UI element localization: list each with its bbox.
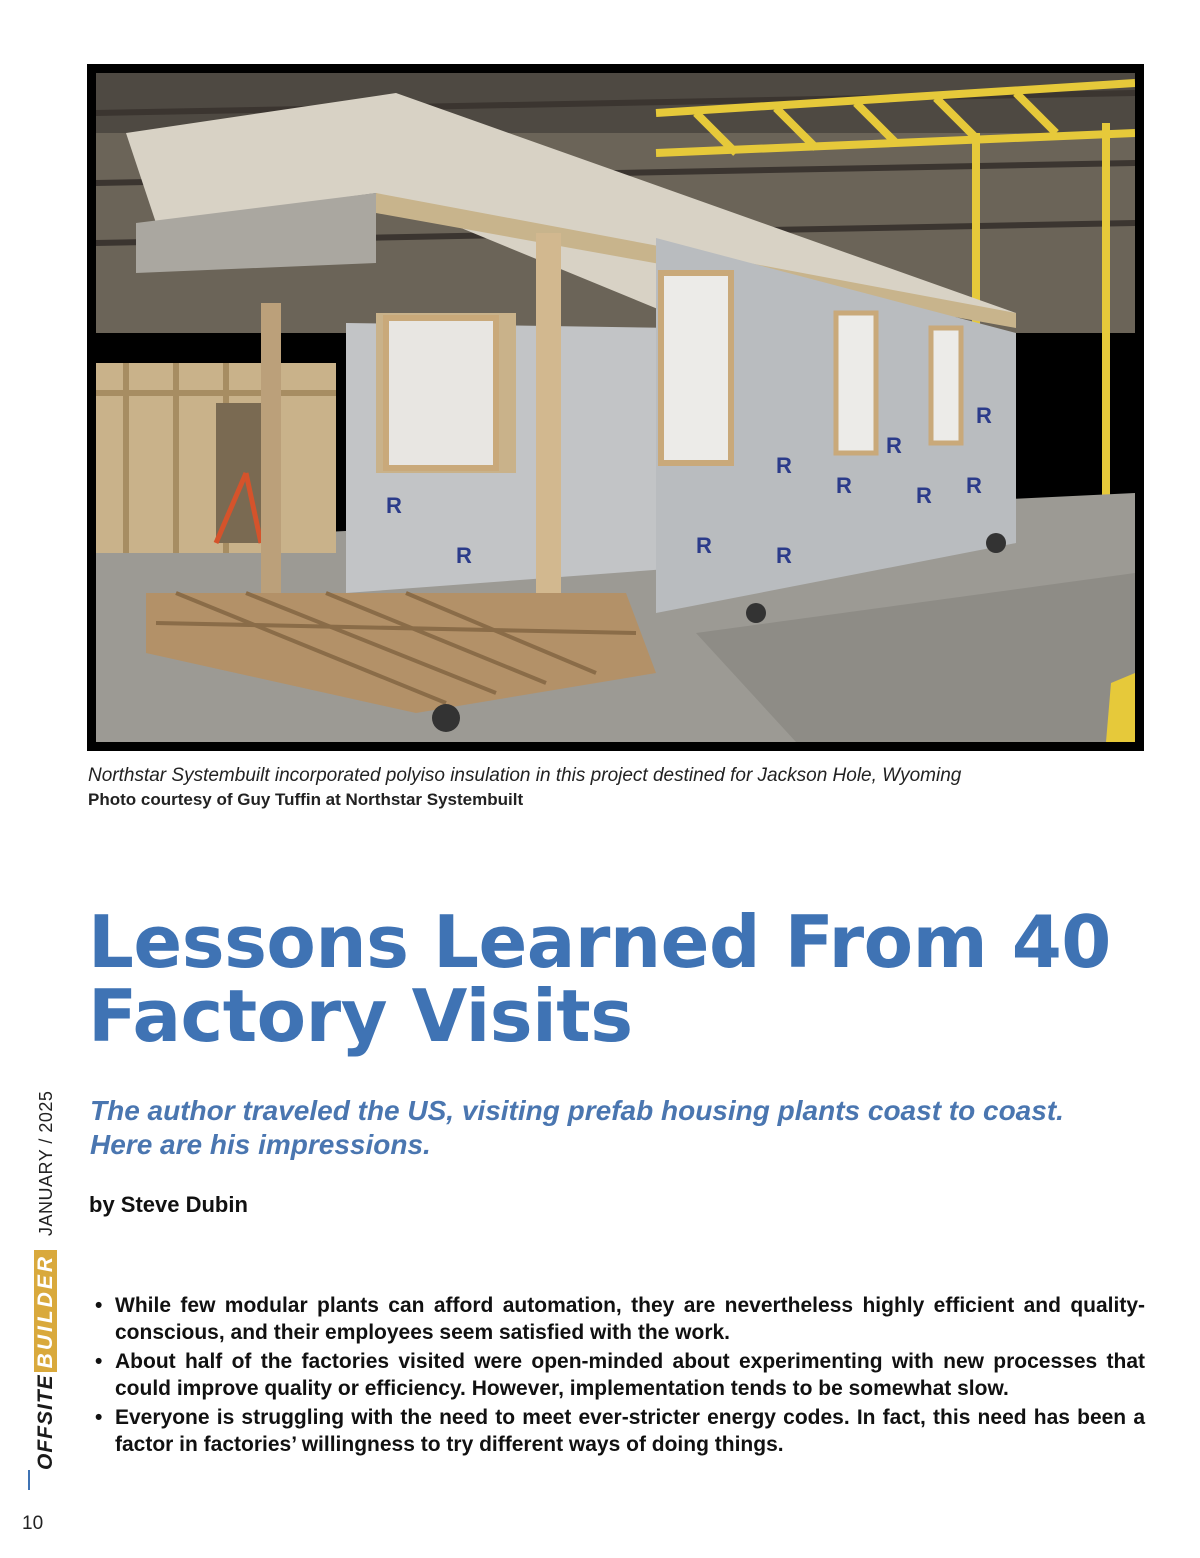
article-title [88, 900, 1168, 1058]
page-number: 10 [22, 1513, 44, 1534]
title-line-2: Factory Visits [88, 974, 633, 1058]
key-point-text: Everyone is struggling with the need to meet ever-stricter energy codes. In fact, this need has been a factor in factories’ willingness to try different ways of doing things. [115, 1406, 1145, 1456]
svg-text:R: R [776, 453, 792, 478]
subtitle-line-2: Here are his impressions. [90, 1129, 431, 1160]
brand-offsite: OFFSITE [34, 1374, 57, 1470]
bullet-icon: • [95, 1350, 103, 1373]
bullet-icon: • [95, 1294, 103, 1317]
key-point [95, 1404, 1145, 1458]
caption-text: Northstar Systembuilt incorporated polyiso insulation in this project destined for Jackson Hole, Wyoming [88, 765, 962, 786]
issue-date: JANUARY / 2025 [36, 1090, 56, 1236]
bullet-icon: • [95, 1406, 103, 1429]
key-points-list [95, 1292, 1145, 1460]
feature-photo [87, 64, 1144, 751]
subtitle-line-1: The author traveled the US, visiting prefab housing plants coast to coast. [90, 1095, 1064, 1126]
photo-credit: Photo courtesy of Guy Tuffin at Northstar Systembuilt [88, 790, 524, 809]
photo-caption [88, 764, 1148, 812]
key-point-text: About half of the factories visited were open-minded about experimenting with new processes that could improve quality or efficiency. However, implementation tends to be somewhat slow. [115, 1350, 1145, 1400]
key-point [95, 1348, 1145, 1402]
svg-text:R: R [776, 543, 792, 568]
svg-text:R: R [386, 493, 402, 518]
svg-text:R: R [966, 473, 982, 498]
key-point-text: While few modular plants can afford automation, they are nevertheless highly efficient and quality-conscious, and their employees seem satisfied with the work. [115, 1294, 1145, 1344]
svg-text:R: R [916, 483, 932, 508]
svg-text:R: R [836, 473, 852, 498]
factory-module-illustration [96, 73, 1135, 742]
svg-text:R: R [976, 403, 992, 428]
svg-text:R: R [456, 543, 472, 568]
svg-text:R: R [696, 533, 712, 558]
sidebar-accent-bar [28, 1470, 30, 1490]
magazine-sidebar [32, 1091, 60, 1470]
title-line-1: Lessons Learned From 40 [88, 900, 1111, 984]
byline: by Steve Dubin [89, 1192, 248, 1217]
svg-text:R: R [886, 433, 902, 458]
key-point [95, 1292, 1145, 1346]
brand-builder: BUILDER [34, 1250, 57, 1372]
article-subtitle [90, 1094, 1150, 1162]
